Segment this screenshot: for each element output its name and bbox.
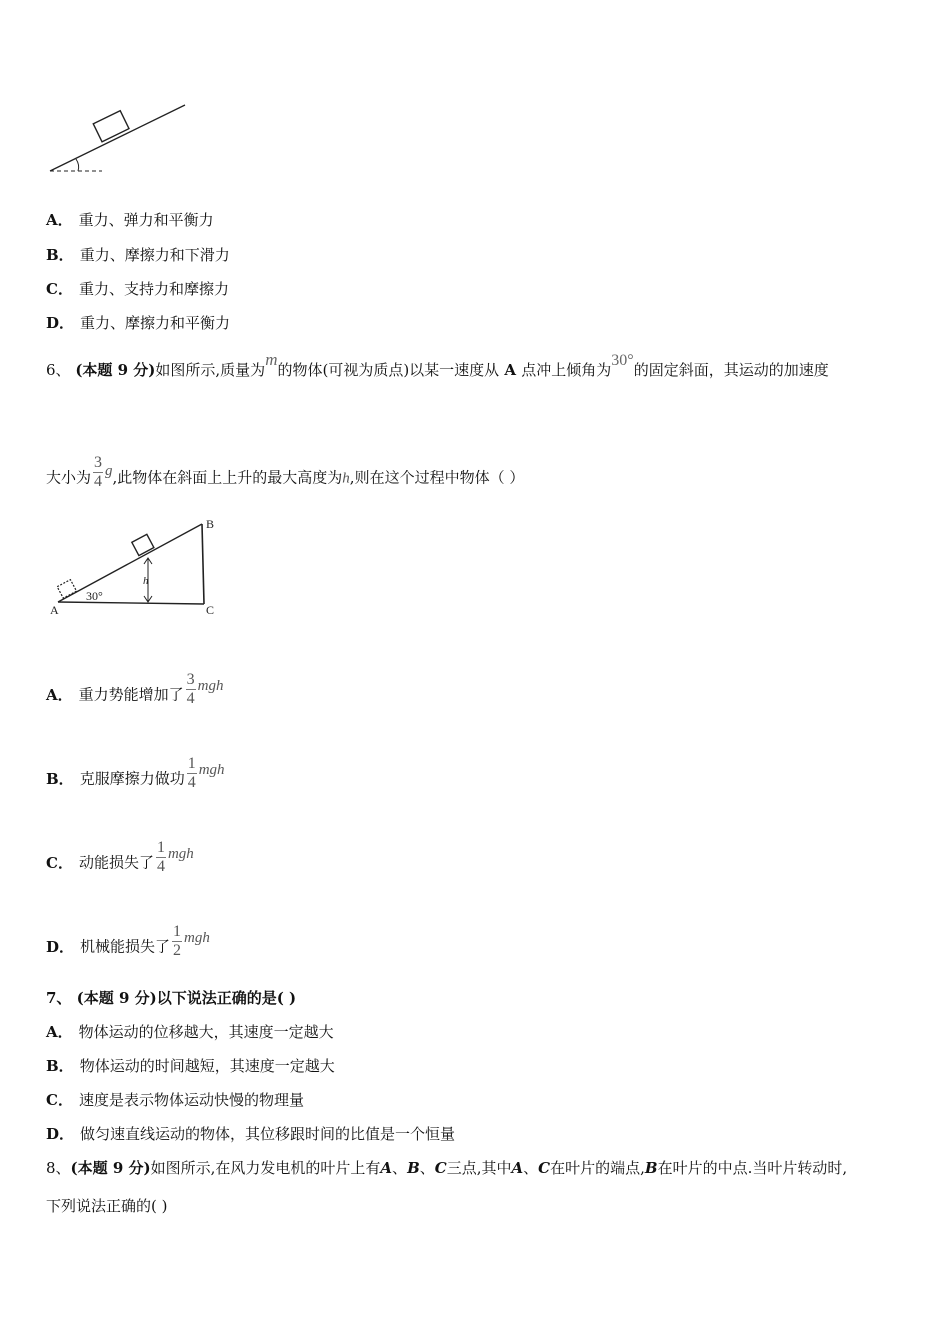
triangle-incline-figure bbox=[40, 510, 240, 620]
block-shape bbox=[93, 111, 129, 142]
q8-stem-line1: 8、(本题 9 分)如图所示,在风力发电机的叶片上有A、B、C三点,其中A、C在叶片的端点,B在叶片的中点.当叶片转动时, bbox=[46, 1159, 848, 1177]
label-angle: 30° bbox=[86, 589, 103, 603]
label-c: C bbox=[206, 603, 215, 617]
q7-header: 7、 (本题 9 分)以下说法正确的是( ) bbox=[46, 989, 297, 1007]
q5-option-a: A． 重力、弹力和平衡力 bbox=[46, 211, 214, 229]
q7-option-d: D． 做匀速直线运动的物体，其位移跟时间的比值是一个恒量 bbox=[46, 1125, 456, 1143]
q8-stem-line2: 下列说法正确的( ) bbox=[46, 1197, 168, 1215]
acceleration-fraction: $\frac{3}{4}$ bbox=[94, 454, 103, 490]
angle-arc bbox=[76, 159, 79, 171]
label-h: h bbox=[143, 575, 149, 587]
q7-option-b: B． 物体运动的时间越短，其速度一定越大 bbox=[46, 1057, 335, 1075]
q6-option-c: C． 动能损失了 $\frac{1}{4}$ mgh bbox=[46, 839, 194, 875]
q5-option-d: D． 重力、摩擦力和平衡力 bbox=[46, 314, 231, 332]
base-line bbox=[58, 602, 204, 604]
q6-option-a: A． 重力势能增加了 $\frac{3}{4}$ mgh bbox=[46, 671, 224, 707]
q7-option-c: C． 速度是表示物体运动快慢的物理量 bbox=[46, 1091, 304, 1109]
label-a: A bbox=[50, 603, 59, 617]
q6-option-b: B． 克服摩擦力做功 $\frac{1}{4}$ mgh bbox=[46, 755, 225, 791]
q5-option-b: B． 重力、摩擦力和下滑力 bbox=[46, 246, 230, 264]
block-at-a bbox=[57, 580, 76, 599]
incline-block-figure bbox=[40, 95, 200, 180]
q6-stem-line1: 6、 (本题 9 分)如图所示,质量为m的物体(可视为质点)以某一速度从 A 点冲上倾角为30°的固定斜面，其运动的加速度 bbox=[46, 350, 829, 379]
q5-option-c: C． 重力、支持力和摩擦力 bbox=[46, 280, 229, 298]
q6-option-d: D． 机械能损失了 $\frac{1}{2}$ mgh bbox=[46, 923, 210, 959]
vertical-line bbox=[202, 524, 204, 604]
q7-option-a: A． 物体运动的位移越大，其速度一定越大 bbox=[46, 1023, 334, 1041]
label-b: B bbox=[206, 517, 215, 531]
hypotenuse-line bbox=[58, 524, 202, 602]
q6-stem-line2: 大小为 $\frac{3}{4}$ g,此物体在斜面上上升的最大高度为h,则在这个过程中物体（ ） bbox=[46, 454, 525, 490]
